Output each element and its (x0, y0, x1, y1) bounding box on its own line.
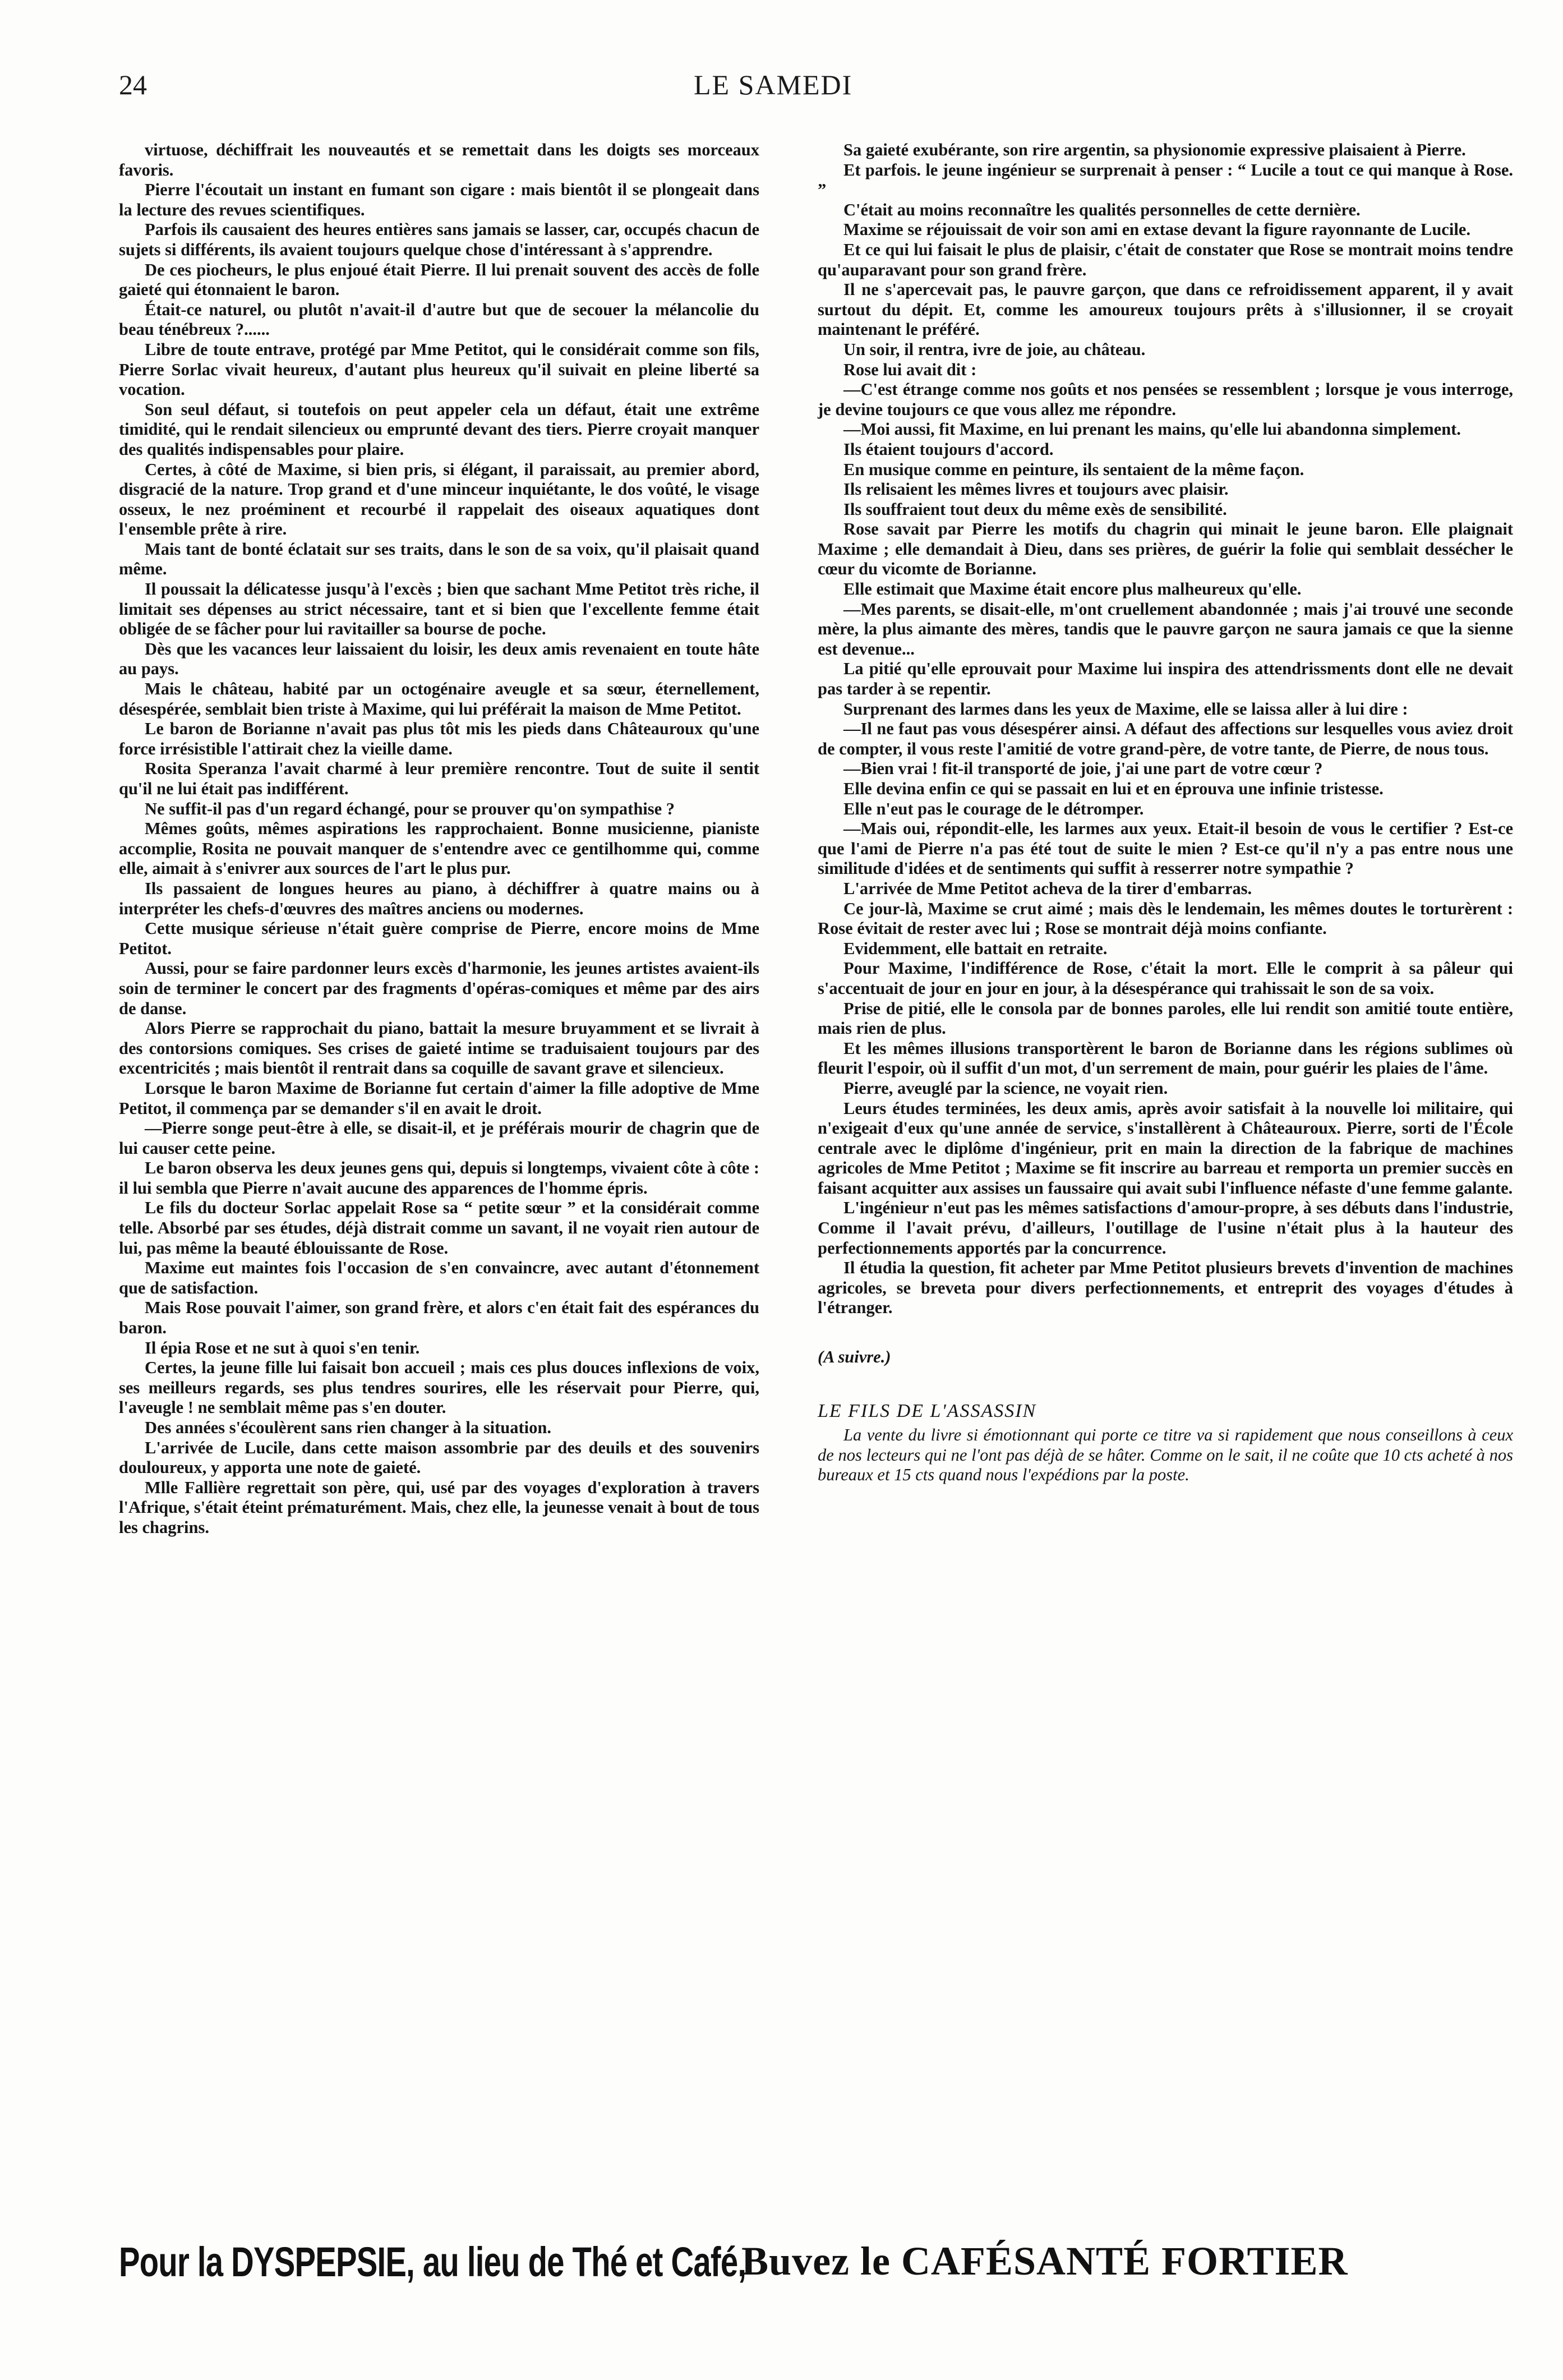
advert-title: LE FILS DE L'ASSASSIN (818, 1400, 1037, 1421)
paragraph: Un soir, il rentra, ivre de joie, au château. (843, 339, 1146, 359)
paragraph: Pierre, aveuglé par la science, ne voyait rien. (843, 1078, 1168, 1098)
paragraph: Ce jour-là, Maxime se crut aimé ; mais dès le lendemain, les mêmes doutes le torturèrent : Rose évitait de rester avec lui ; Rose se montrait déjà moins confiante. (818, 899, 1513, 938)
paragraph: Surprenant des larmes dans les yeux de Maxime, elle se laissa aller à lui dire : (843, 699, 1408, 719)
paragraph: Lorsque le baron Maxime de Borianne fut certain d'aimer la fille adoptive de Mme Petitot, il commença par se demander s'il en avait le droit. (119, 1078, 759, 1118)
paragraph: Il épia Rose et ne sut à quoi s'en tenir. (145, 1338, 420, 1357)
paragraph: Evidemment, elle battait en retraite. (843, 938, 1108, 958)
paragraph: Le baron de Borianne n'avait pas plus tôt mis les pieds dans Châteauroux qu'une force irrésistible l'attirait chez la vieille dame. (119, 719, 759, 758)
right-column-text (818, 140, 1513, 1318)
paragraph: En musique comme en peinture, ils sentaient de la même façon. (843, 459, 1304, 479)
paragraph: Ne suffit-il pas d'un regard échangé, pour se prouver qu'on sympathise ? (145, 799, 675, 818)
page-number: 24 (119, 69, 147, 100)
paragraph: C'était au moins reconnaître les qualités personnelles de cette dernière. (843, 200, 1361, 219)
paragraph: Pierre l'écoutait un instant en fumant son cigare : mais bientôt il se plongeait dans la lecture des revues scientifiques. (119, 180, 759, 219)
footer-right-text: Buvez le CAFÉSANTÉ FORTIER (741, 2239, 1348, 2284)
paragraph: virtuose, déchiffrait les nouveautés et se remettait dans les doigts ses morceaux favoris. (119, 140, 759, 179)
paragraph: —Mes parents, se disait-elle, m'ont cruellement abandonnée ; mais j'ai trouvé une seconde mère, la plus aimante des mères, tandis que le pauvre garçon ne saura jamais ce que la sienne est devenue... (818, 599, 1513, 659)
paragraph: —Mais oui, répondit-elle, les larmes aux yeux. Etait-il besoin de vous le certifier ? Est-ce que l'ami de Pierre n'a pas été tout de suite le mien ? Est-ce qu'il n'y a pas entre nous une similitude d'idées et de sentiments qui suffit à resserrer notre sympathie ? (818, 819, 1513, 878)
to-be-continued: (A suivre.) (818, 1347, 891, 1367)
paragraph: Dès que les vacances leur laissaient du loisir, les deux amis revenaient en toute hâte au pays. (119, 639, 759, 679)
paragraph: Était-ce naturel, ou plutôt n'avait-il d'autre but que de secouer la mélancolie du beau ténébreux ?...... (119, 300, 759, 339)
paragraph: Certes, à côté de Maxime, si bien pris, si élégant, il paraissait, au premier abord, disgracié de la nature. Trop grand et d'une minceur inquiétante, le dos voûté, le visage osseux, le nez proéminent et recourbé il rappelait des oiseaux aquatiques dont l'ensemble prête à rire. (119, 459, 759, 539)
paragraph: Ils souffraient tout deux du même exès de sensibilité. (843, 499, 1227, 519)
footer-left-text: Pour la DYSPEPSIE, au lieu de Thé et Café, (119, 2239, 746, 2285)
paragraph: —C'est étrange comme nos goûts et nos pensées se ressemblent ; lorsque je vous interroge, je devine toujours ce que vous allez me répondre. (818, 380, 1513, 419)
paragraph: Mais le château, habité par un octogénaire aveugle et sa sœur, éternellement, désespérée, semblait bien triste à Maxime, qui lui préférait la maison de Mme Petitot. (119, 679, 759, 719)
paragraph: Certes, la jeune fille lui faisait bon accueil ; mais ces plus douces inflexions de voix, ses meilleurs regards, ses plus tendres sourires, elle les réservait pour Pierre, qui, l'aveugle ! ne semblait même pas s'en douter. (119, 1358, 759, 1417)
paragraph: Elle n'eut pas le courage de le détromper. (843, 799, 1144, 818)
paragraph: Cette musique sérieuse n'était guère comprise de Pierre, encore moins de Mme Petitot. (119, 919, 759, 958)
paragraph: L'ingénieur n'eut pas les mêmes satisfactions d'amour-propre, à ses débuts dans l'industrie, Comme il l'avait prévu, d'ailleurs, l'outillage de l'usine n'était plus à la hauteur des perfectionnements apportés par la concurrence. (818, 1198, 1513, 1258)
footer-advertisement (119, 2238, 1532, 2283)
paragraph: Ils relisaient les mêmes livres et toujours avec plaisir. (843, 480, 1229, 499)
paragraph: Il poussait la délicatesse jusqu'à l'excès ; bien que sachant Mme Petitot très riche, il limitait ses dépenses au strict nécessaire, tant et si bien que l'excellente femme était obligée de se fâcher pour lui ravitailler sa bourse de poche. (119, 579, 759, 639)
paragraph: Son seul défaut, si toutefois on peut appeler cela un défaut, était une extrême timidité, qui le rendait silencieux ou emprunté devant des tiers. Pierre croyait manquer des qualités indispensables pour plaire. (119, 399, 759, 459)
paragraph: Elle devina enfin ce qui se passait en lui et en éprouva une infinie tristesse. (843, 779, 1384, 798)
paragraph: Ils étaient toujours d'accord. (843, 439, 1054, 459)
paragraph: Sa gaieté exubérante, son rire argentin, sa physionomie expressive plaisaient à Pierre. (843, 140, 1466, 159)
paragraph: L'arrivée de Lucile, dans cette maison assombrie par des deuils et des souvenirs douloureux, y apporta une note de gaieté. (119, 1438, 759, 1477)
advert-body: La vente du livre si émotionnant qui porte ce titre va si rapidement que nous conseillons à ceux de nos lecteurs qui ne l'ont pas déjà de se hâter. Comme on le sait, il ne coûte que 10 cts acheté à nos bureaux et 15 cts quand nous l'expédions par la poste. (818, 1425, 1513, 1485)
paragraph: Le baron observa les deux jeunes gens qui, depuis si longtemps, vivaient côte à côte : il lui sembla que Pierre n'avait aucune des apparences de l'homme épris. (119, 1158, 759, 1198)
paragraph: Et les mêmes illusions transportèrent le baron de Borianne dans les régions sublimes où fleurit l'espoir, où il suffit d'un mot, d'un serrement de main, pour guérir les plaies de l'âme. (818, 1038, 1513, 1078)
paragraph: Maxime se réjouissait de voir son ami en extase devant la figure rayonnante de Lucile. (843, 220, 1470, 240)
paragraph: De ces piocheurs, le plus enjoué était Pierre. Il lui prenait souvent des accès de folle gaieté qui étonnaient le baron. (119, 260, 759, 300)
masthead-title: LE SAMEDI (694, 69, 853, 100)
paragraph: Mêmes goûts, mêmes aspirations les rapprochaient. Bonne musicienne, pianiste accomplie, Rosita ne pouvait manquer de s'entendre avec ce gentilhomme qui, comme elle, aimait à s'enivrer aux sources de l'art le plus pur. (119, 819, 759, 878)
paragraph: Il étudia la question, fit acheter par Mme Petitot plusieurs brevets d'invention de machines agricoles, se breveta pour divers perfectionnements, et entreprit des voyages d'études à l'étranger. (818, 1258, 1513, 1318)
paragraph: Elle estimait que Maxime était encore plus malheureux qu'elle. (843, 579, 1302, 599)
paragraph: Mais Rose pouvait l'aimer, son grand frère, et alors c'en était fait des espérances du baron. (119, 1298, 759, 1338)
paragraph: —Il ne faut pas vous désespérer ainsi. A défaut des affections sur lesquelles vous aviez droit de compter, il vous reste l'amitié de votre grand-père, de votre tante, de Pierre, de nous tous. (818, 719, 1513, 758)
paragraph: Mais tant de bonté éclatait sur ses traits, dans le son de sa voix, qu'il plaisait quand même. (119, 539, 759, 579)
paragraph: —Pierre songe peut-être à elle, se disait-il, et je préférais mourir de chagrin que de lui causer cette peine. (119, 1118, 759, 1158)
right-column (818, 140, 1513, 1485)
paragraph: Prise de pitié, elle le consola par de bonnes paroles, elle lui rendit son amitié toute entière, mais rien de plus. (818, 998, 1513, 1038)
paragraph: Rose savait par Pierre les motifs du chagrin qui minait le jeune baron. Elle plaignait Maxime ; elle demandait à Dieu, dans ses prières, de guérir la folie qui semblait dessécher le cœur du vicomte de Borianne. (818, 519, 1513, 579)
paragraph: Ils passaient de longues heures au piano, à déchiffrer à quatre mains ou à interpréter les chefs-d'œuvres des maîtres anciens ou modernes. (119, 878, 759, 918)
paragraph: Maxime eut maintes fois l'occasion de s'en convaincre, avec autant d'étonnement que de satisfaction. (119, 1258, 759, 1297)
paragraph: Leurs études terminées, les deux amis, après avoir satisfait à la nouvelle loi militaire, qui n'exigeait d'eux qu'une année de service, s'installèrent à Châteauroux. Pierre, sorti de l'École centrale avec le diplôme d'ingénieur, prit en main la direction de la fabrique de machines agricoles de Mme Petitot ; Maxime se fit inscrire au barreau et remporta un premier succès en faisant acquitter aux assises un faussaire qui avait subi l'influence néfaste d'une femme galante. (818, 1098, 1513, 1198)
paragraph: Mlle Fallière regrettait son père, qui, usé par des voyages d'exploration à travers l'Afrique, s'était éteint prématurément. Mais, chez elle, la jeunesse venait à bout de tous les chagrins. (119, 1477, 759, 1537)
paragraph: Rose lui avait dit : (843, 360, 977, 379)
paragraph: Il ne s'apercevait pas, le pauvre garçon, que dans ce refroidissement apparent, il y avait surtout du dépit. Et, comme les amoureux toujours prêts à s'illusionner, il se croyait maintenant le préféré. (818, 280, 1513, 339)
paragraph: Le fils du docteur Sorlac appelait Rose sa “ petite sœur ” et la considérait comme telle. Absorbé par ses études, déjà distrait comme un savant, il ne voyait rien autour de lui, pas même la beauté éblouissante de Rose. (119, 1198, 759, 1258)
paragraph: —Bien vrai ! fit-il transporté de joie, j'ai une part de votre cœur ? (843, 759, 1323, 779)
paragraph: Libre de toute entrave, protégé par Mme Petitot, qui le considérait comme son fils, Pierre Sorlac vivait heureux, d'autant plus heureux qu'il suivait en pleine liberté sa vocation. (119, 339, 759, 399)
left-column (119, 140, 759, 1538)
paragraph: Et parfois. le jeune ingénieur se surprenait à penser : “ Lucile a tout ce qui manque à Rose. ” (818, 160, 1513, 200)
paragraph: Des années s'écoulèrent sans rien changer à la situation. (145, 1418, 551, 1437)
paragraph: Aussi, pour se faire pardonner leurs excès d'harmonie, les jeunes artistes avaient-ils soin de terminer le concert par des fragments d'opéras-comiques et même par des airs de danse. (119, 959, 759, 1018)
paragraph: Rosita Speranza l'avait charmé à leur première rencontre. Tout de suite il sentit qu'il ne lui était pas indifférent. (119, 759, 759, 798)
paragraph: L'arrivée de Mme Petitot acheva de la tirer d'embarras. (843, 878, 1252, 898)
paragraph: La pitié qu'elle eprouvait pour Maxime lui inspira des attendrissments dont elle ne devait pas tarder à se repentir. (818, 659, 1513, 699)
paragraph: Alors Pierre se rapprochait du piano, battait la mesure bruyamment et se livrait à des contorsions comiques. Ses crises de gaieté intime se traduisaient toujours par des excentricités ; mais bientôt il rentrait dans sa coquille de savant grave et silencieux. (119, 1019, 759, 1078)
paragraph: Pour Maxime, l'indifférence de Rose, c'était la mort. Elle le comprit à sa pâleur qui s'accentuait de jour en jour en jour, à la désespérance qui trahissait le son de sa voix. (818, 959, 1513, 998)
paragraph: Et ce qui lui faisait le plus de plaisir, c'était de constater que Rose se montrait moins tendre qu'auparavant pour son grand frère. (818, 240, 1513, 279)
paragraph: —Moi aussi, fit Maxime, en lui prenant les mains, qu'elle lui abandonna simplement. (843, 420, 1461, 439)
paragraph: Parfois ils causaient des heures entières sans jamais se lasser, car, occupés chacun de sujets si différents, ils avaient toujours quelque chose d'intéressant à s'apprendre. (119, 220, 759, 259)
